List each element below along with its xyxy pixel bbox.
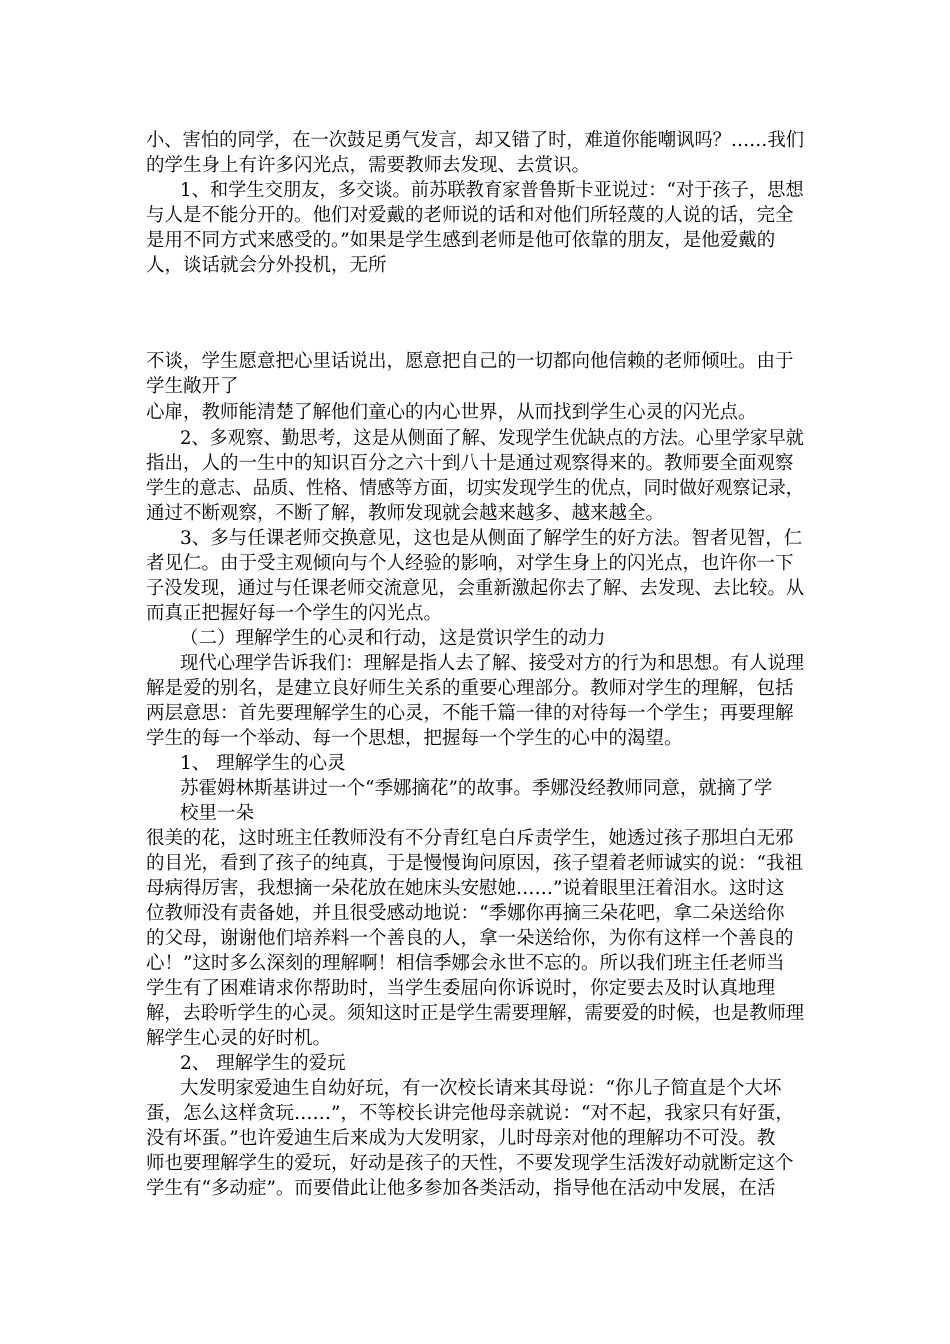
text-line-33: 解，去聆听学生的心灵。须知这时正是学生需要理解，需要爱的时候，也是教师理 (146, 1003, 805, 1024)
text-line-27: 的目光，看到了孩子的纯真，于是慢慢询问原因，孩子望着老师诚实的说：“我祖 (146, 853, 803, 874)
text-line-32: 学生有了困难请求你帮助时，当学生委屈向你诉说时，你定要去及时认真地理 (146, 978, 776, 999)
text-line-26: 很美的花，这时班主任教师没有不分青红皂白斥责学生，她透过孩子那坦白无邪 (146, 828, 794, 849)
text-line-20: 解是爱的别名，是建立良好师生关系的重要心理部分。教师对学生的理解，包括 (146, 678, 794, 699)
text-line-14: 3、多与任课老师交换意见，这也是从侧面了解学生的好方法。智者见智，仁 (180, 528, 803, 549)
text-line-37: 蛋，怎么这样贪玩……”，不等校长讲完他母亲就说：“对不起，我家只有好蛋， (146, 1103, 794, 1124)
text-line-05: 是用不同方式来感受的。”如果是学生感到老师是他可依靠的朋友，是他爱戴的 (146, 230, 776, 251)
text-line-11: 指出，人的一生中的知识百分之六十到八十是通过观察得来的。教师要全面观察 (146, 453, 794, 474)
text-line-01: 小、害怕的同学，在一次鼓足勇气发言，却又错了时，难道你能嘲讽吗？……我们 (146, 130, 805, 151)
text-line-02: 的学生身上有许多闪光点，需要教师去发现、去赏识。 (146, 155, 591, 176)
text-line-03: 1、和学生交朋友，多交谈。前苏联教育家普鲁斯卡亚说过：“对于孩子，思想 (180, 180, 804, 201)
text-line-19: 现代心理学告诉我们：理解是指人去了解、接受对方的行为和思想。有人说理 (180, 653, 805, 674)
text-line-22: 学生的每一个举动、每一个思想，把握每一个学生的心中的渴望。 (146, 728, 683, 749)
text-line-29: 位教师没有责备她，并且很受感动地说：“季娜你再摘三朵花吧，拿二朵送给你 (146, 903, 785, 924)
text-line-34: 解学生心灵的好时机。 (146, 1028, 332, 1049)
text-line-30: 的父母，谢谢他们培养料一个善良的人，拿一朵送给你，为你有这样一个善良的 (146, 928, 794, 949)
text-line-12: 学生的意志、品质、性格、情感等方面，切实发现学生的优点，同时做好观察记录， (146, 478, 804, 499)
text-line-17: 而真正把握好每一个学生的闪光点。 (146, 603, 443, 624)
text-line-39: 师也要理解学生的爱玩，好动是孩子的天性，不要发现学生活泼好动就断定这个 (146, 1153, 794, 1174)
text-line-15: 者见仁。由于受主观倾向与个人经验的影响，对学生身上的闪光点，也许你一下 (146, 553, 794, 574)
text-line-04: 与人是不能分开的。他们对爱戴的老师说的话和对他们所轻蔑的人说的话，完全 (146, 205, 794, 226)
text-line-06: 人，谈话就会分外投机，无所 (146, 255, 387, 276)
text-line-09: 心扉，教师能清楚了解他们童心的内心世界，从而找到学生心灵的闪光点。 (146, 402, 757, 423)
text-line-07: 不谈，学生愿意把心里话说出，愿意把自己的一切都向他信赖的老师倾吐。由于 (146, 351, 794, 372)
subheading-1: 1、 理解学生的心灵 (180, 753, 346, 774)
text-line-08: 学生敞开了 (146, 376, 239, 397)
text-line-10: 2、多观察、勤思考，这是从侧面了解、发现学生优缺点的方法。心里学家早就 (180, 428, 804, 449)
text-line-24: 苏霍姆林斯基讲过一个“季娜摘花”的故事。季娜没经教师同意，就摘了学 (180, 778, 773, 799)
text-line-28: 母病得厉害，我想摘一朵花放在她床头安慰她……”说着眼里汪着泪水。这时这 (146, 878, 785, 899)
text-line-31: 心！”这时多么深刻的理解啊！相信季娜会永世不忘的。所以我们班主任老师当 (146, 953, 785, 974)
subheading-2: 2、 理解学生的爱玩 (180, 1053, 346, 1074)
text-line-13: 通过不断观察，不断了解，教师发现就会越来越多、越来越全。 (146, 503, 665, 524)
text-line-38: 没有坏蛋。”也许爱迪生后来成为大发明家，儿时母亲对他的理解功不可没。教 (146, 1128, 776, 1149)
text-line-36: 大发明家爱迪生自幼好玩，有一次校长请来其母说：“你儿子简直是个大坏 (180, 1078, 782, 1099)
text-line-21: 两层意思：首先要理解学生的心灵，不能千篇一律的对待每一个学生；再要理解 (146, 703, 794, 724)
text-line-40: 学生有“多动症”。而要借此让他多参加各类活动，指导他在活动中发展，在活 (146, 1178, 776, 1199)
text-line-16: 子没发现，通过与任课老师交流意见，会重新激起你去了解、去发现、去比较。从 (146, 578, 805, 599)
section-heading: （二）理解学生的心灵和行动，这是赏识学生的动力 (180, 628, 606, 649)
text-line-25: 校里一朵 (180, 803, 255, 824)
